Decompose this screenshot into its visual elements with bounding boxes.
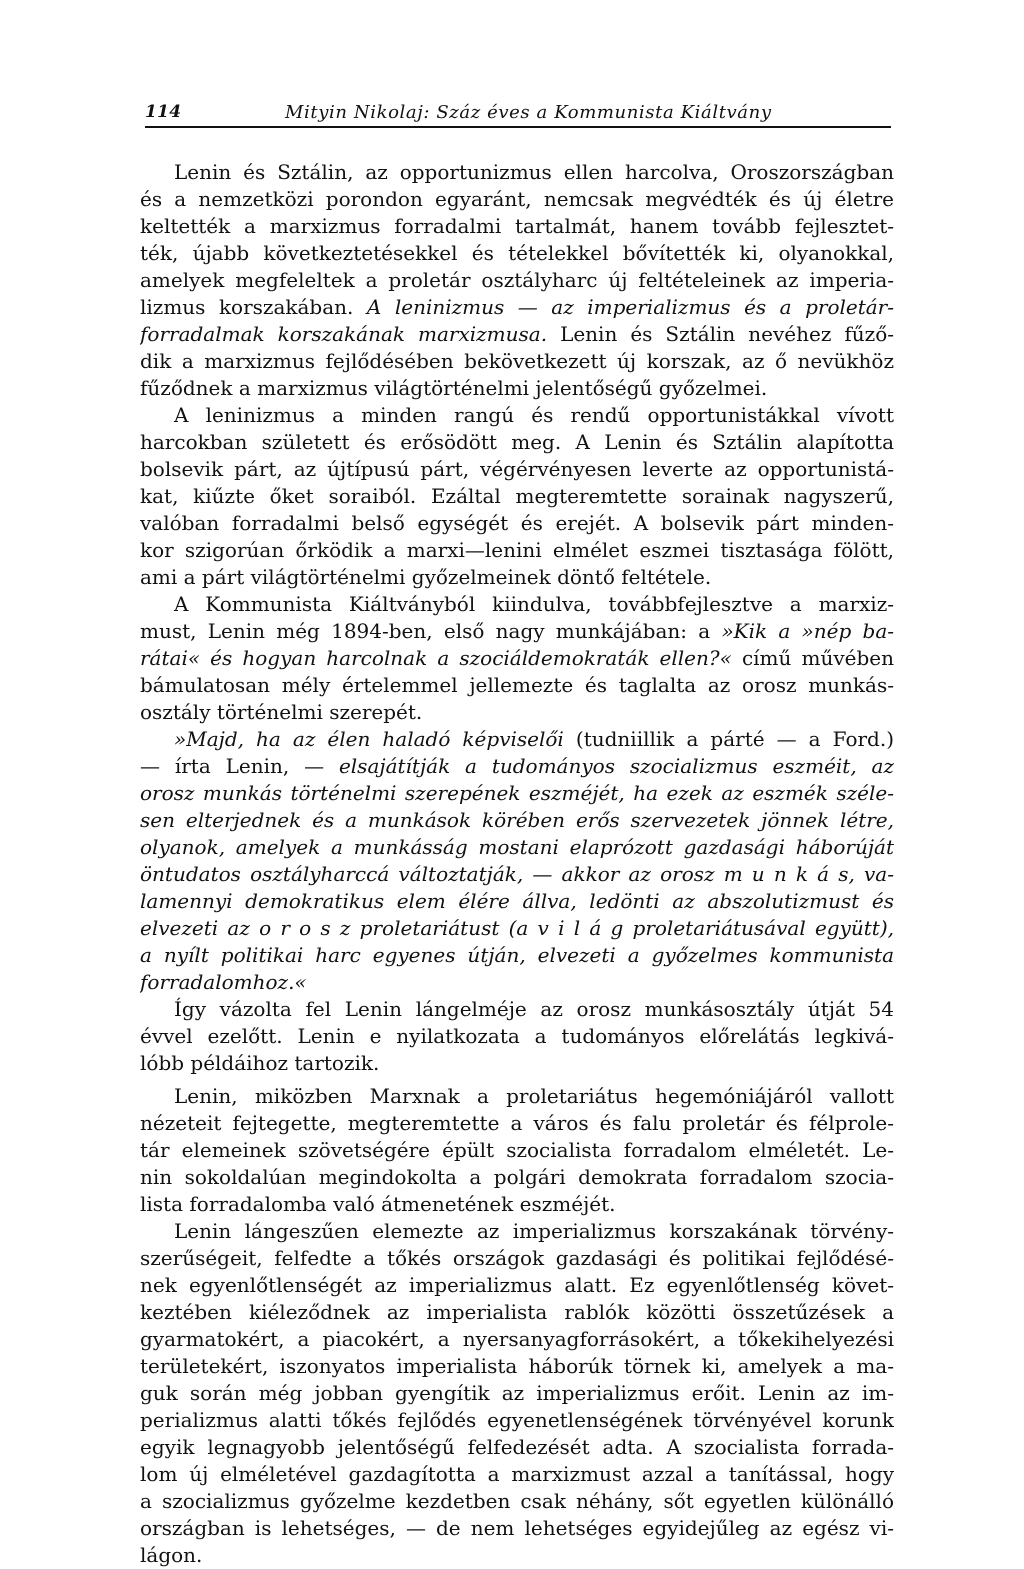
text-run: (tudniillik a párté — a Ford.) (575, 727, 894, 751)
text-line: amelyek megfeleltek a proletár osztályharc új feltételeinek az imperia- (140, 268, 894, 292)
italic-run: elsajátítják a tudományos szocializmus eszméit, az (338, 754, 894, 778)
text-line: lóbb példáihoz tartozik. (140, 1051, 380, 1075)
text-line: elvezeti az o r o s z proletariátust (a v i l á g proletariátusával együtt), (140, 916, 894, 940)
text-line: ték, újabb következtetésekkel és tételekkel bővítették ki, olyanokkal, (140, 241, 894, 265)
text-line: orosz munkás történelmi szerepének eszméjét, ha ezek az eszmék széle- (140, 781, 894, 805)
text-line (140, 645, 894, 672)
text-run: című művében (741, 646, 894, 670)
text-line: kat, kiűzte őket soraiból. Ezáltal megteremtette sorainak nagyszerű, (140, 484, 894, 508)
text-line (140, 294, 894, 321)
text-line: Lenin, miközben Marxnak a proletariátus hegemóniájáról vallott (174, 1084, 894, 1108)
text-line: fűződnek a marxizmus világtörténelmi jelentőségű győzelmei. (140, 376, 768, 400)
text-line: valóban forradalmi belső egységét és erejét. A bolsevik párt minden- (140, 511, 894, 535)
text-line: egyik legnagyobb jelentőségű felfedezését adta. A szocialista forrada- (140, 1435, 894, 1459)
text-line: a szocializmus győzelme kezdetben csak néhány, sőt egyetlen különálló (140, 1489, 894, 1513)
text-line: Lenin és Sztálin, az opportunizmus ellen harcolva, Oroszországban (174, 160, 894, 184)
text-line (140, 618, 894, 645)
italic-run: rátai« és hogyan harcolnak a szociáldemokraták ellen?« (140, 646, 732, 670)
text-line: évvel ezelőtt. Lenin e nyilatkozata a tudományos előrelátás legkivá- (140, 1024, 894, 1048)
text-line: sen elterjednek és a munkások körében erős szervezetek jönnek létre, (140, 808, 894, 832)
text-run: Lenin és Sztálin nevéhez fűző- (560, 322, 894, 346)
text-line: szerűségeit, felfedte a tőkés országok gazdasági és politikai fejlődésé- (140, 1246, 894, 1270)
italic-run: »Majd, ha az élen haladó képviselői (174, 727, 564, 751)
text-line (140, 321, 894, 348)
text-run: must, Lenin még 1894-ben, első nagy munkájában: a (140, 619, 711, 643)
text-line: Lenin lángeszűen elemezte az imperializmus korszakának törvény- (174, 1219, 894, 1243)
text-line: területekért, iszonyatos imperialista háborúk törnek ki, amelyek a ma- (140, 1354, 894, 1378)
text-line: lom új elméletével gazdagította a marxizmust azzal a tanítással, hogy (140, 1462, 894, 1486)
text-line: nek egyenlőtlenségét az imperializmus alatt. Ez egyenlőtlenség követ- (140, 1273, 894, 1297)
text-line: a nyílt politikai harc egyenes útján, elvezeti a győzelmes kommunista (140, 943, 894, 967)
header-rule (145, 126, 891, 128)
text-line: országban is lehetséges, — de nem lehetséges egyidejűleg az egész vi- (140, 1516, 894, 1540)
text-line: osztály történelmi szerepét. (140, 700, 423, 724)
text-line: perializmus alatti tőkés fejlődés egyenetlenségének törvényével korunk (140, 1408, 894, 1432)
text-line (140, 726, 894, 753)
text-line: keztében kiéleződnek az imperialista rablók közötti összetűzések a (140, 1300, 894, 1324)
text-line: olyanok, amelyek a munkásság mostani elaprózott gazdasági háborúját (140, 835, 894, 859)
text-run: — írta Lenin, — (140, 754, 325, 778)
text-line: ami a párt világtörténelmi győzelmeinek döntő feltétele. (140, 565, 712, 589)
text-line: nin sokoldalúan megindokolta a polgári demokrata forradalom szocia- (140, 1165, 894, 1189)
text-line: tár elemeinek szövetségére épült szocialista forradalom elméletét. Le- (140, 1138, 894, 1162)
text-line: gyarmatokért, a piacokért, a nyersanyagforrásokért, a tőkekihelyezési (140, 1327, 894, 1351)
text-line: Így vázolta fel Lenin lángelméje az orosz munkásosztály útját 54 (174, 997, 894, 1021)
text-line: forradalomhoz.« (140, 970, 307, 994)
text-line: lista forradalomba való átmenetének eszméjét. (140, 1192, 616, 1216)
text-line: és a nemzetközi porondon egyaránt, nemcsak megvédték és új életre (140, 187, 894, 211)
text-line: A Kommunista Kiáltványból kiindulva, továbbfejlesztve a marxiz- (174, 592, 894, 616)
italic-run: »Kik a »nép ba- (721, 619, 894, 643)
text-line: nézeteit fejtegette, megteremtette a város és falu proletár és félprole- (140, 1111, 894, 1135)
text-line: dik a marxizmus fejlődésében bekövetkezett új korszak, az ő nevükhöz (140, 349, 894, 373)
text-line: bámulatosan mély értelemmel jellemezte és taglalta az orosz munkás- (140, 673, 894, 697)
text-line (140, 753, 894, 780)
text-line: lágon. (140, 1543, 203, 1567)
running-title: Mityin Nikolaj: Száz éves a Kommunista Kiáltvány (285, 102, 772, 123)
text-line: bolsevik párt, az újtípusú párt, végérvényesen leverte az opportunistá- (140, 457, 894, 481)
text-line: keltették a marxizmus forradalmi tartalmát, hanem tovább fejlesztet- (140, 214, 894, 238)
italic-run: A leninizmus — az imperializmus és a proletár- (366, 295, 894, 319)
text-line: A leninizmus a minden rangú és rendű opportunistákkal vívott (174, 403, 894, 427)
running-header (145, 92, 891, 132)
text-line: öntudatos osztályharccá változtatják, — akkor az orosz m u n k á s, va- (140, 862, 894, 886)
text-line: kor szigorúan őrködik a marxi—lenini elmélet eszmei tisztasága fölött, (140, 538, 894, 562)
page-number: 114 (145, 102, 182, 122)
text-run: lizmus korszakában. (140, 295, 354, 319)
text-line: harcokban született és erősödött meg. A Lenin és Sztálin alapította (140, 430, 894, 454)
italic-run: forradalmak korszakának marxizmusa. (140, 322, 548, 346)
text-line: lamennyi demokratikus elem élére állva, ledönti az abszolutizmust és (140, 889, 894, 913)
text-line: guk során még jobban gyengítik az imperializmus erőit. Lenin az im- (140, 1381, 894, 1405)
